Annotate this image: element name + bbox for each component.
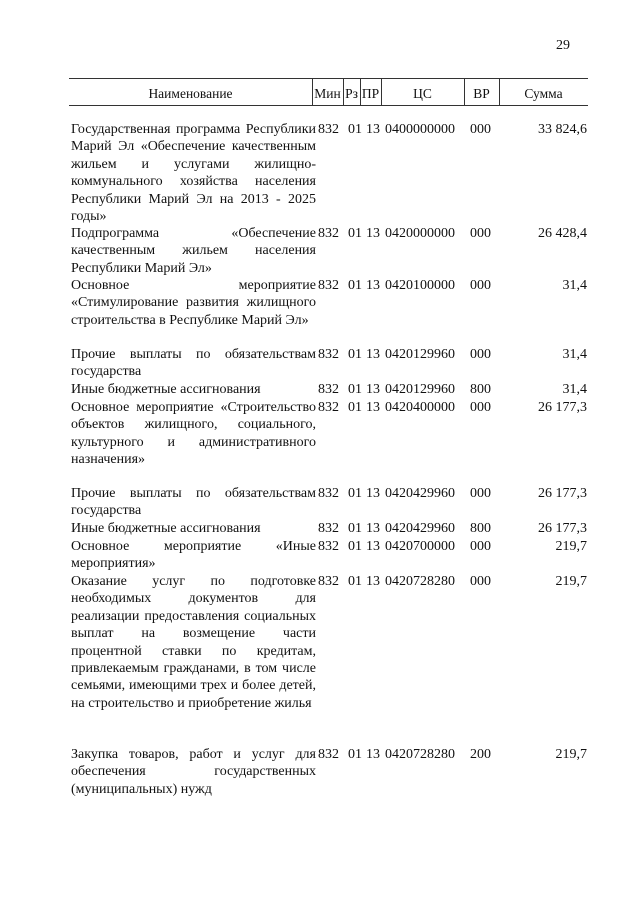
header-sum: Сумма	[524, 86, 563, 101]
header-name: Наименование	[148, 86, 233, 101]
header-min: Мин	[314, 86, 341, 101]
row-sum: 26 177,3	[538, 521, 587, 536]
row-min: 832	[318, 226, 339, 241]
row-pr: 13	[366, 347, 380, 362]
header-pr: ПР	[361, 86, 380, 101]
row-sum: 26 177,3	[538, 400, 587, 415]
row-vr: 000	[470, 122, 491, 137]
table-body	[0, 121, 639, 801]
table-row	[0, 538, 639, 573]
row-cs: 0420728280	[385, 747, 455, 762]
table-row	[0, 746, 639, 801]
row-pr: 13	[366, 226, 380, 241]
row-name: Прочие выплаты по обязательствам государства	[71, 486, 316, 519]
row-cs: 0420000000	[385, 226, 455, 241]
row-vr: 800	[470, 382, 491, 397]
row-rz: 01	[348, 539, 362, 554]
row-rz: 01	[348, 347, 362, 362]
table-row	[0, 346, 639, 381]
row-min: 832	[318, 521, 339, 536]
row-pr: 13	[366, 539, 380, 554]
row-name: Оказание услуг по подготовке необходимых документов для реализации предоставления социальных выплат на возмещение части процентной ставки по кредитам, привлекаемым гражданами, в том числе семьями, имеющими трех и более детей, на строительство и приобретение жилья	[71, 574, 316, 711]
row-cs: 0420429960	[385, 486, 455, 501]
row-rz: 01	[348, 278, 362, 293]
row-name: Прочие выплаты по обязательствам государства	[71, 347, 316, 380]
row-pr: 13	[366, 382, 380, 397]
row-vr: 000	[470, 226, 491, 241]
header-cs: ЦС	[413, 86, 432, 101]
row-min: 832	[318, 278, 339, 293]
row-sum: 219,7	[555, 747, 587, 762]
row-min: 832	[318, 539, 339, 554]
table-row	[0, 225, 639, 277]
table-row	[0, 381, 639, 399]
row-cs: 0420400000	[385, 400, 455, 415]
row-name: Государственная программа Республики Марий Эл «Обеспечение качественным жильем и услугами жилищно-коммунального хозяйства населения Республики Марий Эл на 2013 - 2025 годы»	[71, 122, 316, 225]
table-row	[0, 520, 639, 538]
row-min: 832	[318, 400, 339, 415]
row-sum: 31,4	[562, 278, 587, 293]
row-cs: 0420700000	[385, 539, 455, 554]
row-rz: 01	[348, 122, 362, 137]
row-pr: 13	[366, 574, 380, 589]
table-row	[0, 399, 639, 485]
row-min: 832	[318, 122, 339, 137]
row-vr: 000	[470, 486, 491, 501]
row-cs: 0400000000	[385, 122, 455, 137]
header-rz: Рз	[345, 86, 358, 101]
row-sum: 26 177,3	[538, 486, 587, 501]
row-vr: 000	[470, 400, 491, 415]
row-name: Основное мероприятие «Строительство объектов жилищного, социального, культурного и административного назначения»	[71, 400, 316, 468]
row-vr: 000	[470, 278, 491, 293]
row-sum: 219,7	[555, 574, 587, 589]
row-rz: 01	[348, 574, 362, 589]
row-pr: 13	[366, 486, 380, 501]
row-sum: 31,4	[562, 382, 587, 397]
row-name: Основное мероприятие «Иные мероприятия»	[71, 539, 316, 572]
row-vr: 000	[470, 539, 491, 554]
row-sum: 31,4	[562, 347, 587, 362]
row-vr: 000	[470, 347, 491, 362]
row-cs: 0420728280	[385, 574, 455, 589]
row-name: Закупка товаров, работ и услуг для обеспечения государственных (муниципальных) нужд	[71, 747, 316, 797]
row-sum: 219,7	[555, 539, 587, 554]
row-rz: 01	[348, 382, 362, 397]
row-pr: 13	[366, 521, 380, 536]
row-rz: 01	[348, 226, 362, 241]
table-row	[0, 277, 639, 346]
table-header	[0, 86, 639, 104]
row-pr: 13	[366, 122, 380, 137]
row-name: Подпрограмма «Обеспечение качественным жильем населения Республики Марий Эл»	[71, 226, 316, 276]
row-pr: 13	[366, 747, 380, 762]
page-number: 29	[556, 38, 570, 53]
row-vr: 000	[470, 574, 491, 589]
header-top-rule	[69, 78, 588, 79]
row-cs: 0420100000	[385, 278, 455, 293]
row-vr: 800	[470, 521, 491, 536]
row-name: Основное мероприятие «Стимулирование развития жилищного строительства в Республике Марий Эл»	[71, 278, 316, 328]
row-rz: 01	[348, 400, 362, 415]
row-pr: 13	[366, 278, 380, 293]
row-min: 832	[318, 574, 339, 589]
row-sum: 33 824,6	[538, 122, 587, 137]
row-sum: 26 428,4	[538, 226, 587, 241]
row-min: 832	[318, 486, 339, 501]
row-min: 832	[318, 747, 339, 762]
row-min: 832	[318, 382, 339, 397]
row-pr: 13	[366, 400, 380, 415]
header-bottom-rule	[69, 105, 588, 106]
header-vr: ВР	[473, 86, 490, 101]
table-row	[0, 573, 639, 746]
row-rz: 01	[348, 747, 362, 762]
table-row	[0, 485, 639, 520]
row-vr: 200	[470, 747, 491, 762]
row-cs: 0420129960	[385, 382, 455, 397]
row-cs: 0420429960	[385, 521, 455, 536]
row-rz: 01	[348, 486, 362, 501]
row-min: 832	[318, 347, 339, 362]
row-name: Иные бюджетные ассигнования	[71, 382, 261, 397]
row-name: Иные бюджетные ассигнования	[71, 521, 261, 536]
row-cs: 0420129960	[385, 347, 455, 362]
row-rz: 01	[348, 521, 362, 536]
table-row	[0, 121, 639, 225]
